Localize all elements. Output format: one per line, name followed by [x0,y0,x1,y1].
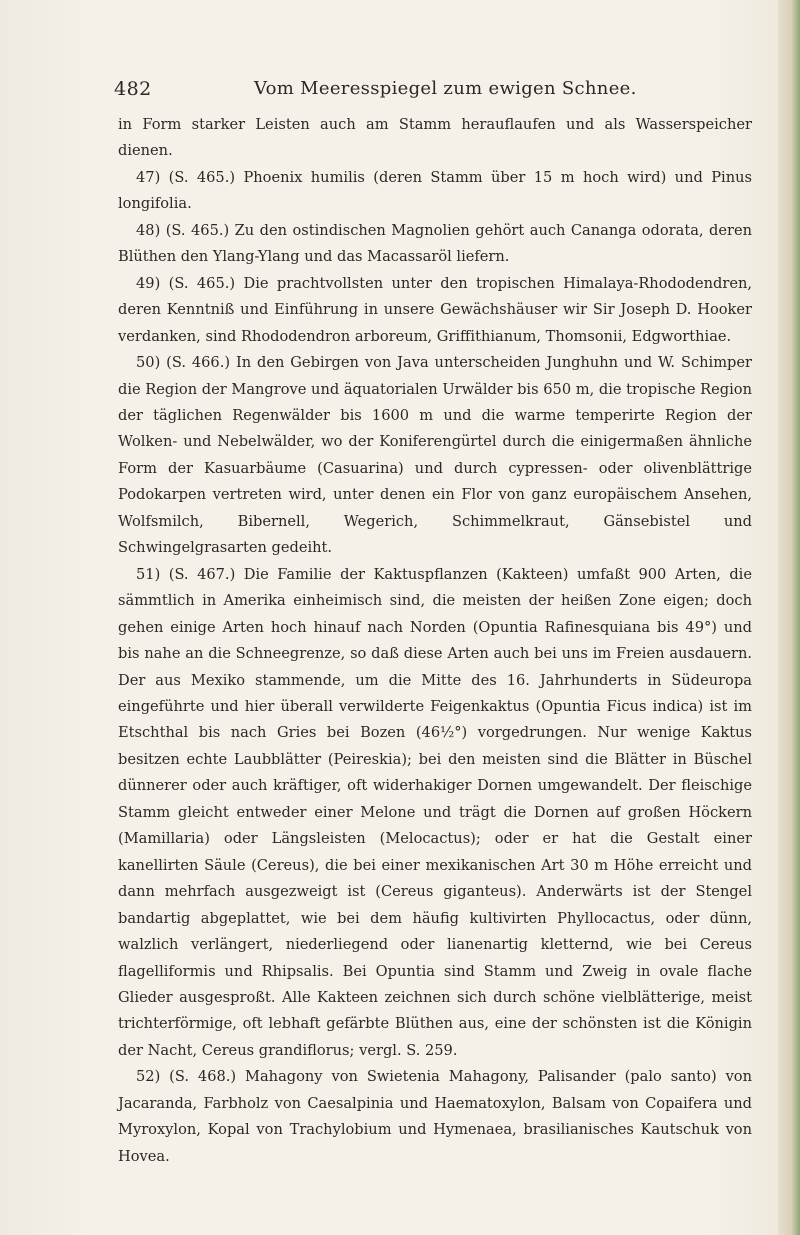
note-52: 52) (S. 468.) Mahagony von Swietenia Mahagony, Palisander (palo santo) von Jacaranda, Farbholz von Caesalpinia und Haematoxylon, Balsam von Copaifera und Myroxylon, Kopal von Trachylobium und Hymenaea, brasilianisches Kautschuk von Hovea. [118,1068,752,1165]
page-header [114,78,754,104]
page-number: 482 [114,78,152,100]
running-title: Vom Meeresspiegel zum ewigen Schnee. [254,78,637,99]
continued-paragraph: in Form starker Leisten auch am Stamm herauflaufen und als Wasserspeicher dienen. [118,116,752,160]
note-49: 49) (S. 465.) Die prachtvollsten unter den tropischen Himalaya-Rhododendren, deren Kenntniß und Einführung in unsere Gewächshäuser wir Sir Joseph D. Hooker verdanken, sind Rhododendron arboreum, Griffithianum, Thomsonii, Edgworthiae. [118,274,752,345]
note-47: 47) (S. 465.) Phoenix humilis (deren Stamm über 15 m hoch wird) und Pinus longifolia. [118,168,752,213]
note-48: 48) (S. 465.) Zu den ostindischen Magnolien gehört auch Cananga odorata, deren Blüthen den Ylang-Ylang und das Macassaröl liefern. [118,221,752,266]
note-51: 51) (S. 467.) Die Familie der Kaktuspflanzen (Kakteen) umfaßt 900 Arten, die sämmtlich in Amerika einheimisch sind, die meisten der heißen Zone eigen; doch gehen einige Arten hoch hinauf nach Norden (Opuntia Rafinesquiana bis 49°) und bis nahe an die Schneegrenze, so daß diese Arten auch bei uns im Freien ausdauern. Der aus Mexiko stammende, um die Mitte des 16. Jahrhunderts in Südeuropa eingeführte und hier überall verwilderte Feigenkaktus (Opuntia Ficus indica) ist im Etschthal bis nach Gries bei Bozen (46½°) vorgedrungen. Nur wenige Kaktus besitzen echte Laubblätter (Peireskia); bei den meisten sind die Blätter in Büschel dünnerer oder auch kräftiger, oft widerhakiger Dornen umgewandelt. Der fleischige Stamm gleicht entweder einer Melone und trägt die Dornen auf großen Höckern (Mamillaria) oder Längsleisten (Melocactus); oder er hat die Gestalt einer kanellirten Säule (Cereus), die bei einer mexikanischen Art 30 m Höhe erreicht und dann mehrfach ausgezweigt ist (Cereus giganteus). Anderwärts ist der Stengel bandartig abgeplattet, wie bei dem häufig kultivirten Phyllocactus, oder dünn, walzlich verlängert, niederliegend oder lianenartig kletternd, wie bei Cereus flagelliformis und Rhipsalis. Bei Opuntia sind Stamm und Zweig in ovale flache Glieder ausgesproßt. Alle Kakteen zeichnen sich durch schöne vielblätterige, meist trichterförmige, oft lebhaft gefärbte Blüthen aus, eine der schönsten ist die Königin der Nacht, Cereus grandiflorus; vergl. S. 259. [118,565,752,1059]
notes-body [118,112,752,1170]
note-50: 50) (S. 466.) In den Gebirgen von Java unterscheiden Junghuhn und W. Schimper die Region der Mangrove und äquatorialen Urwälder bis 650 m, die tropische Region der täglichen Regenwälder bis 1600 m und die warme temperirte Region der Wolken- und Nebelwälder, wo der Koniferengürtel durch die einigermaßen ähnliche Form der Kasuarbäume (Casuarina) und durch cypressen- oder olivenblättrige Podokarpen vertreten wird, unter denen ein Flor von ganz europäischem Ansehen, Wolfsmilch, Bibernell, Wegerich, Schimmelkraut, Gänsebistel und Schwingelgrasarten gedeiht. [118,354,752,557]
page-edge [778,0,800,1235]
